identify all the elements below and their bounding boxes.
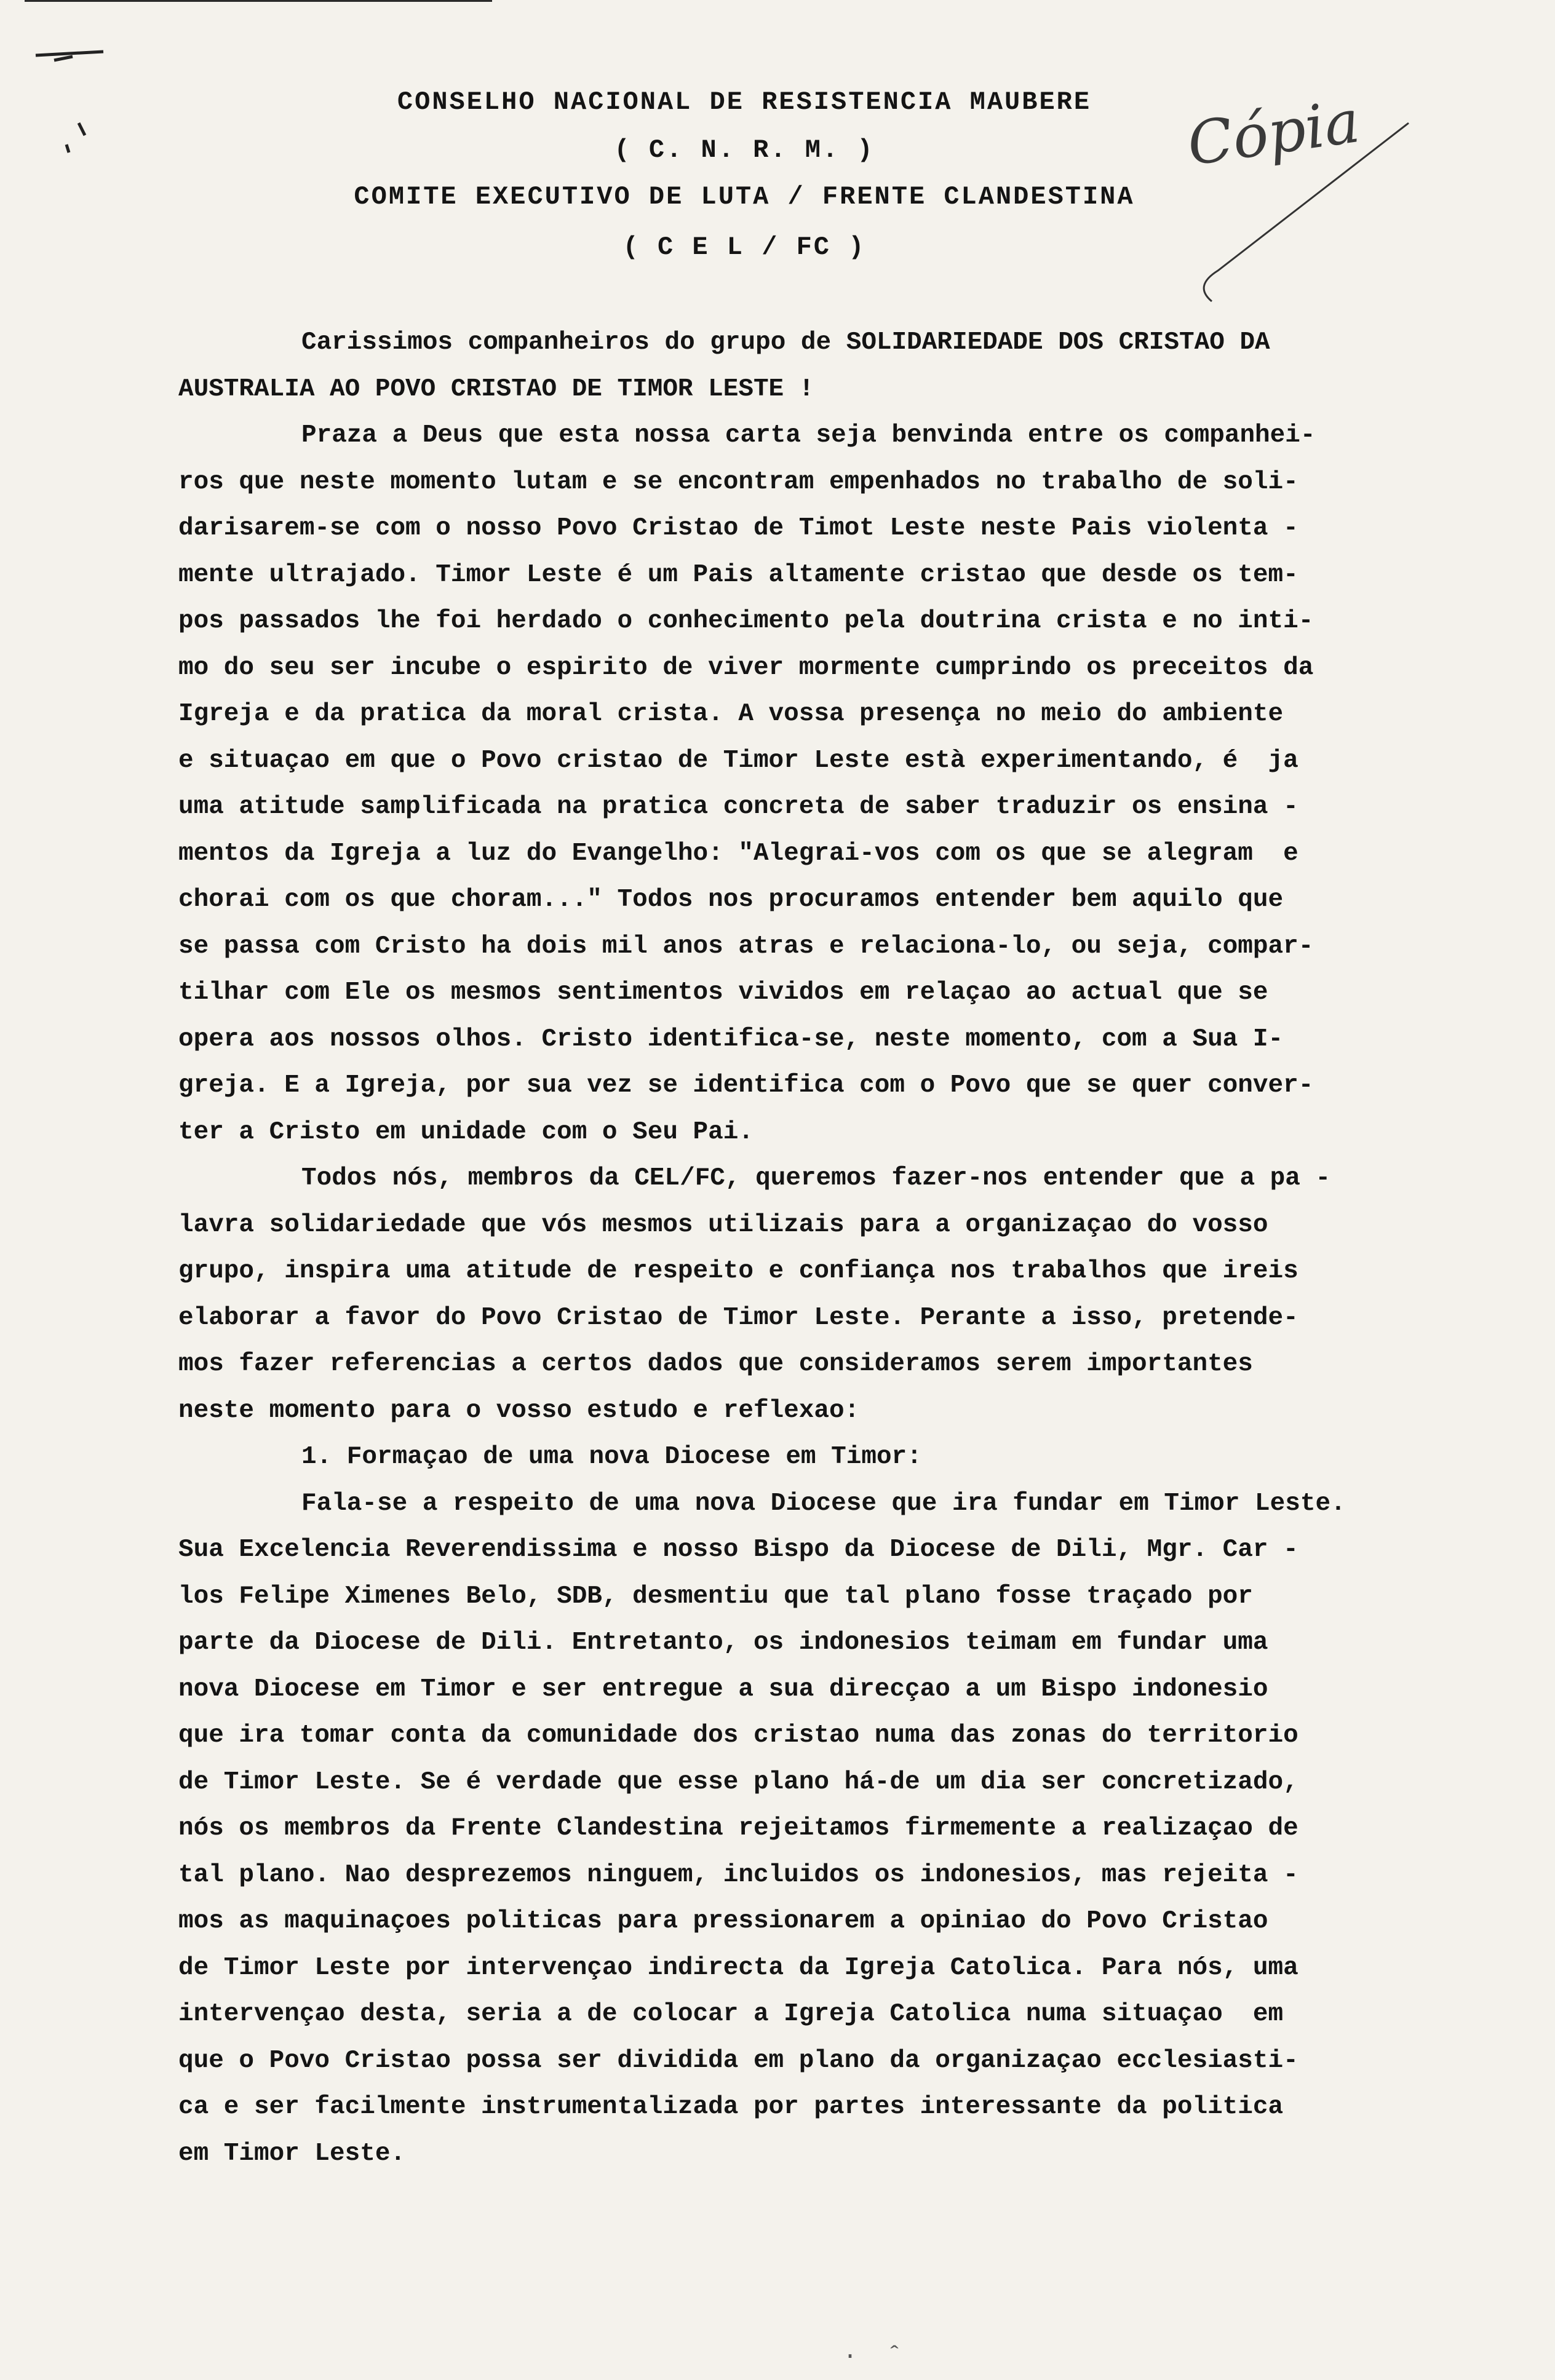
letter-line: Carissimos companheiros do grupo de SOLIDARIEDADE DOS CRISTAO DA (301, 328, 1270, 357)
letter-line: lavra solidariedade que vós mesmos utilizais para a organizaçao do vosso (178, 1210, 1268, 1239)
letter-line: uma atitude samplificada na pratica concreta de saber traduzir os ensina - (178, 793, 1298, 821)
letter-line: chorai com os que choram..." Todos nos procuramos entender bem aquilo que (178, 886, 1284, 914)
letter-line: que o Povo Cristao possa ser dividida em plano da organizaçao ecclesiasti- (178, 2046, 1298, 2075)
letter-line: se passa com Cristo ha dois mil anos atras e relaciona-lo, ou seja, compar- (178, 932, 1314, 961)
letter-line: de Timor Leste. Se é verdade que esse plano há-de um dia ser concretizado, (178, 1767, 1298, 1796)
letter-line: Fala-se a respeito de uma nova Diocese que ira fundar em Timor Leste. (301, 1489, 1346, 1518)
letter-line: pos passados lhe foi herdado o conhecimento pela doutrina crista e no inti- (178, 607, 1314, 635)
letter-line: mo do seu ser incube o espirito de viver mormente cumprindo os preceitos da (178, 653, 1314, 682)
letter-line: tilhar com Ele os mesmos sentimentos vividos em relaçao ao actual que se (178, 978, 1268, 1007)
letter-line: grupo, inspira uma atitude de respeito e confiança nos trabalhos que ireis (178, 1257, 1298, 1285)
letter-line: neste momento para o vosso estudo e reflexao: (178, 1396, 860, 1425)
org-name: CONSELHO NACIONAL DE RESISTENCIA MAUBERE (397, 87, 1092, 117)
handwritten-corner-mark (30, 43, 122, 160)
letter-line: que ira tomar conta da comunidade dos cristao numa das zonas do territorio (178, 1721, 1298, 1750)
letter-line: intervençao desta, seria a de colocar a Igreja Catolica numa situaçao em (178, 2000, 1284, 2028)
committee-name: COMITE EXECUTIVO DE LUTA / FRENTE CLANDESTINA (354, 182, 1135, 212)
letter-line: ros que neste momento lutam e se encontram empenhados no trabalho de soli- (178, 467, 1298, 496)
letter-line: mos as maquinaçoes politicas para pressionarem a opiniao do Povo Cristao (178, 1907, 1268, 1935)
letter-line: AUSTRALIA AO POVO CRISTAO DE TIMOR LESTE ! (178, 375, 814, 403)
letter-line: elaborar a favor do Povo Cristao de Timor Leste. Perante a isso, pretende- (178, 1303, 1298, 1332)
letter-line: Igreja e da pratica da moral crista. A vossa presença no meio do ambiente (178, 700, 1284, 728)
letter-line: de Timor Leste por intervençao indirecta da Igreja Catolica. Para nós, uma (178, 1953, 1298, 1982)
letter-body (178, 320, 1433, 2177)
letter-line: greja. E a Igreja, por sua vez se identifica com o Povo que se quer conver- (178, 1071, 1314, 1100)
letter-line: opera aos nossos olhos. Cristo identifica-se, neste momento, com a Sua I- (178, 1025, 1284, 1053)
letter-line: mente ultrajado. Timor Leste é um Pais altamente cristao que desde os tem- (178, 560, 1298, 589)
letter-line: em Timor Leste. (178, 2139, 406, 2168)
letter-line: darisarem-se com o nosso Povo Cristao de Timot Leste neste Pais violenta - (178, 514, 1298, 542)
committee-abbreviation: ( C E L / FC ) (622, 232, 866, 262)
letter-line: Todos nós, membros da CEL/FC, queremos fazer-nos entender que a pa - (301, 1164, 1331, 1192)
letter-line: tal plano. Nao desprezemos ninguem, incluidos os indonesios, mas rejeita - (178, 1860, 1298, 1889)
letter-line: mentos da Igreja a luz do Evangelho: "Alegrai-vos com os que se alegram e (178, 839, 1298, 868)
org-abbreviation: ( C. N. R. M. ) (614, 135, 875, 165)
letter-line: ter a Cristo em unidade com o Seu Pai. (178, 1117, 754, 1146)
letter-line: ca e ser facilmente instrumentalizada por partes interessante da politica (178, 2093, 1284, 2121)
page-footer-mark: · ˆ (843, 2343, 902, 2371)
letter-line: Sua Excelencia Reverendissima e nosso Bispo da Diocese de Dili, Mgr. Car - (178, 1536, 1298, 1564)
letter-line: los Felipe Ximenes Belo, SDB, desmentiu que tal plano fosse traçado por (178, 1582, 1253, 1611)
letter-line: e situaçao em que o Povo cristao de Timor Leste està experimentando, é ja (178, 746, 1298, 775)
letter-line: Praza a Deus que esta nossa carta seja benvinda entre os companhei- (301, 421, 1316, 450)
copy-handwritten-annotation: Cópia (1183, 87, 1364, 179)
top-edge-rule (25, 0, 492, 2)
letter-line: parte da Diocese de Dili. Entretanto, os indonesios teimam em fundar uma (178, 1628, 1268, 1657)
letter-line: mos fazer referencias a certos dados que consideramos serem importantes (178, 1350, 1253, 1378)
letter-line: nós os membros da Frente Clandestina rejeitamos firmemente a realizaçao de (178, 1814, 1298, 1843)
letter-line: nova Diocese em Timor e ser entregue a sua direcçao a um Bispo indonesio (178, 1675, 1268, 1704)
letter-line: 1. Formaçao de uma nova Diocese em Timor: (301, 1443, 922, 1471)
